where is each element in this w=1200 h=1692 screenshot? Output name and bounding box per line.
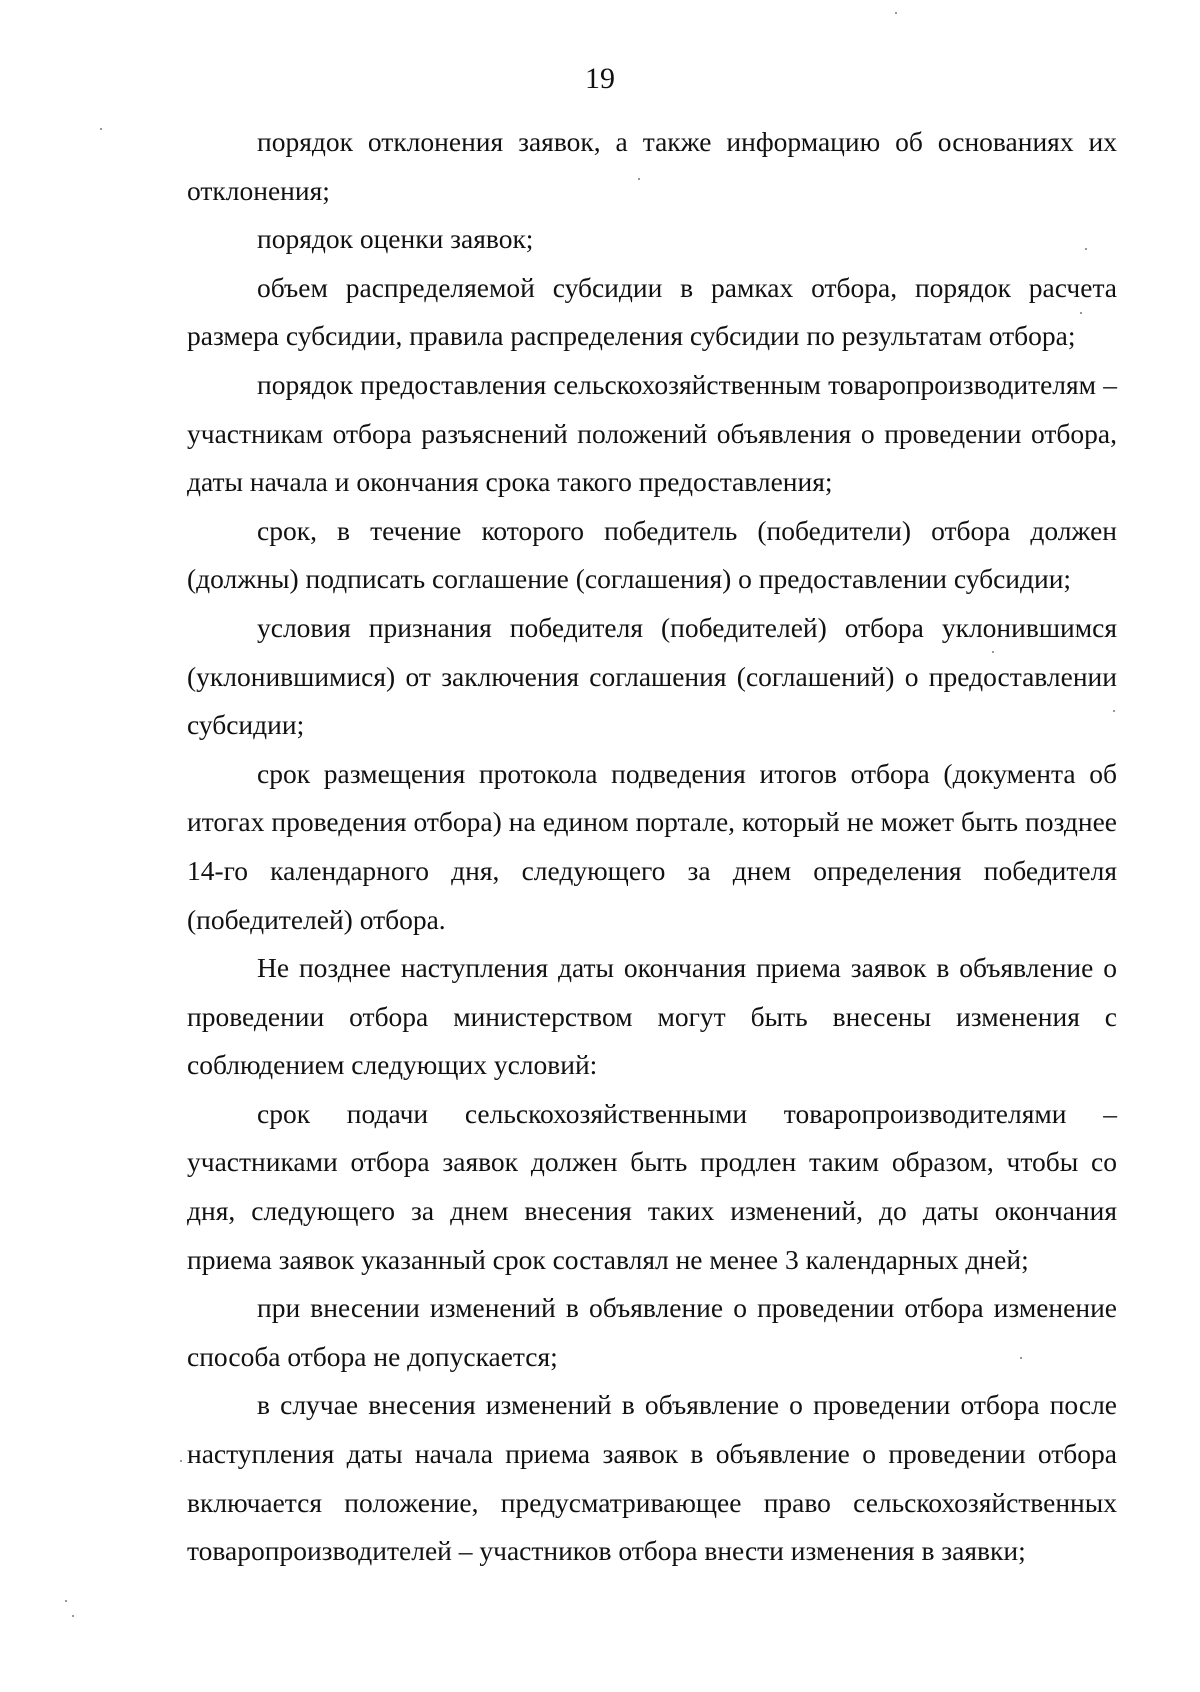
- scan-speck: [1020, 1357, 1022, 1359]
- scan-speck: [65, 1600, 67, 1602]
- scan-speck: [72, 1615, 74, 1617]
- paragraph: срок, в течение которого победитель (победители) отбора должен (должны) подписать соглашение (соглашения) о предоставлении субсидии;: [187, 514, 1117, 595]
- scan-speck: [638, 178, 640, 180]
- paragraph: при внесении изменений в объявление о проведении отбора изменение способа отбора не допускается;: [187, 1292, 1117, 1372]
- paragraph: Не позднее наступления даты окончания приема заявок в объявление о проведении отбора министерством могут быть внесены изменения с соблюдением следующих условий:: [187, 952, 1117, 1081]
- paragraph: порядок оценки заявок;: [257, 223, 534, 255]
- paragraph: срок размещения протокола подведения итогов отбора (документа об итогах проведения отбора) на едином портале, который не может быть позднее 14-го календарного дня, следующего за днем определения победителя (победителей) отбора.: [187, 757, 1117, 935]
- scan-speck: [1113, 710, 1115, 712]
- scan-speck: [895, 12, 897, 14]
- paragraph: срок подачи сельскохозяйственными товаропроизводителями – участниками отбора заявок должен быть продлен таким образом, чтобы со дня, следующего за днем внесения таких изменений, до даты окончания приема заявок указанный срок составлял не менее 3 календарных дней;: [187, 1097, 1117, 1275]
- paragraph: порядок отклонения заявок, а также информацию об основаниях их отклонения;: [187, 126, 1117, 206]
- scan-speck: [1085, 248, 1087, 250]
- paragraph: порядок предоставления сельскохозяйственным товаропроизводителям – участникам отбора разъяснений положений объявления о проведении отбора, даты начала и окончания срока такого предоставления;: [187, 368, 1117, 498]
- scan-speck: [1080, 312, 1082, 314]
- scan-speck: [992, 651, 994, 653]
- paragraph: объем распределяемой субсидии в рамках отбора, порядок расчета размера субсидии, правила распределения субсидии по результатам отбора;: [187, 271, 1117, 352]
- document-body: [187, 118, 1117, 1576]
- page-number: 19: [585, 62, 615, 95]
- paragraph: в случае внесения изменений в объявление о проведении отбора после наступления даты начала приема заявок в объявление о проведении отбора включается положение, предусматривающее право сельскохозяйственных товаропроизводителей – участников отбора внести изменения в заявки;: [187, 1389, 1117, 1567]
- scan-speck: [180, 1460, 182, 1462]
- paragraph: условия признания победителя (победителей) отбора уклонившимся (уклонившимися) от заключения соглашения (соглашений) о предоставлении субсидии;: [187, 611, 1117, 741]
- scan-speck: [100, 128, 102, 130]
